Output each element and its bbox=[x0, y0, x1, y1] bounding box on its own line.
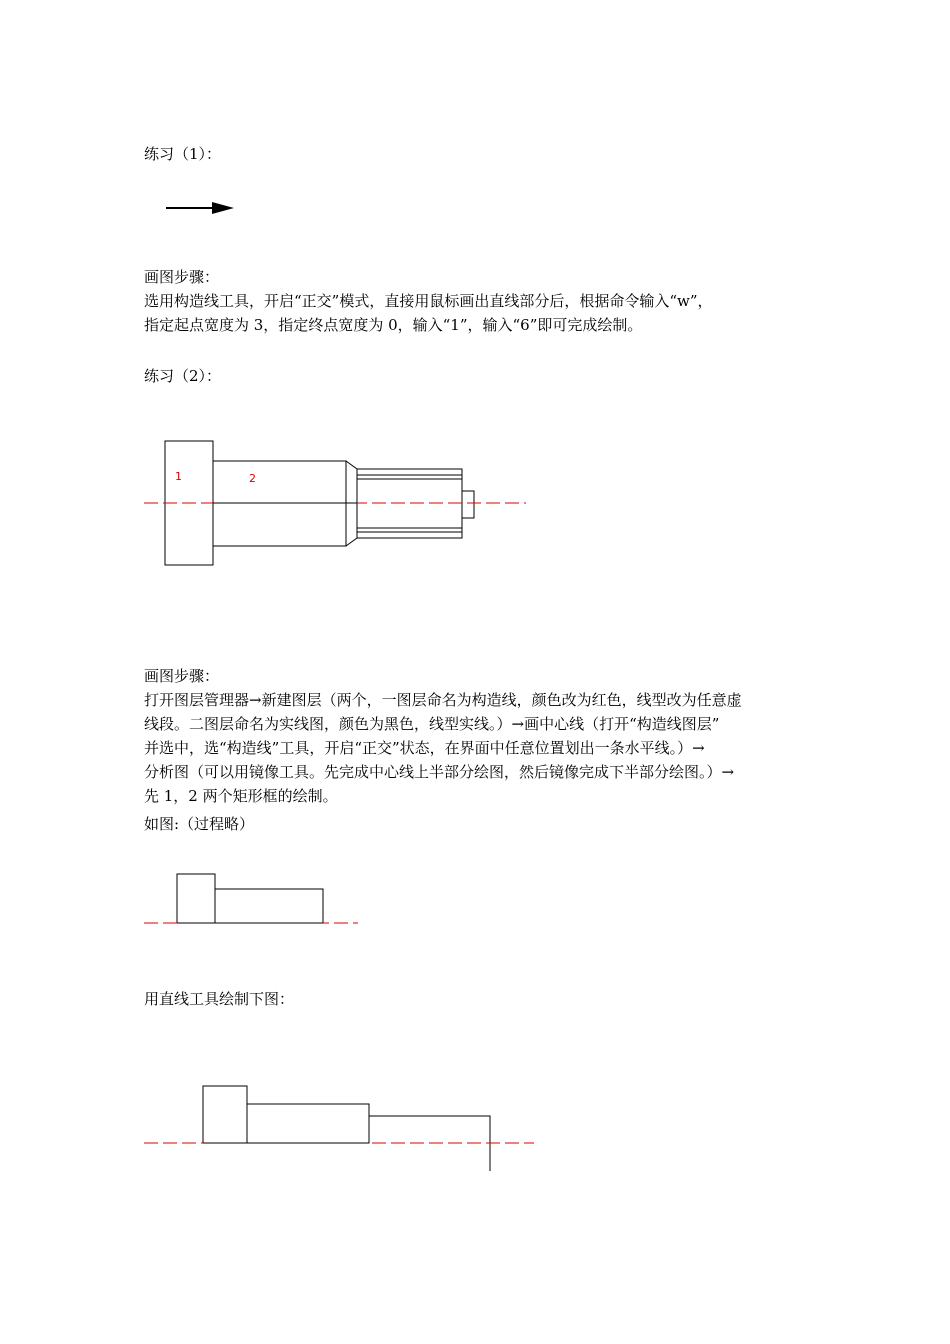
arrow-head bbox=[212, 202, 234, 214]
region-label-2: 2 bbox=[249, 472, 256, 485]
exercise2-step-line: 线段。二图层命名为实线图，颜色为黑色，线型实线。）→画中心线（打开“构造线图层” bbox=[144, 715, 720, 733]
figure2-rect-1 bbox=[203, 1086, 247, 1143]
exercise2-step-line: 分析图（可以用镜像工具。先完成中心线上半部分绘图，然后镜像完成下半部分绘图。）→ bbox=[144, 763, 735, 781]
step-figure-2 bbox=[0, 1080, 540, 1180]
shaft-drawing bbox=[0, 430, 540, 580]
shaft-tip-rect bbox=[462, 491, 474, 518]
figure1-rect-2 bbox=[215, 889, 323, 923]
figure-caption: 如图:（过程略） bbox=[144, 815, 255, 833]
exercise1-steps-heading: 画图步骤： bbox=[144, 268, 220, 286]
exercise2-steps bbox=[144, 688, 816, 808]
exercise1-steps bbox=[144, 289, 816, 337]
line-tool-caption: 用直线工具绘制下图： bbox=[144, 990, 295, 1008]
figure2-rect-2 bbox=[247, 1104, 369, 1143]
step-figure-1 bbox=[0, 868, 370, 932]
exercise1-step-line: 指定起点宽度为 3，指定终点宽度为 0，输入“1”，输入“6”即可完成绘制。 bbox=[144, 316, 643, 334]
exercise2-step-line: 打开图层管理器→新建图层（两个，一图层命名为构造线，颜色改为红色，线型改为任意虚 bbox=[144, 691, 742, 709]
exercise2-step-line: 并选中，选“构造线”工具，开启“正交”状态，在界面中任意位置划出一条水平线。）→ bbox=[144, 739, 705, 757]
exercise2-step-line: 先 1，2 两个矩形框的绘制。 bbox=[144, 787, 338, 805]
region-label-1: 1 bbox=[175, 470, 182, 483]
arrow-figure bbox=[0, 195, 110, 221]
exercise2-steps-heading: 画图步骤： bbox=[144, 667, 220, 685]
figure1-rect-1 bbox=[177, 874, 215, 923]
exercise2-heading: 练习（2）： bbox=[144, 367, 222, 385]
exercise1-heading: 练习（1）： bbox=[144, 145, 222, 163]
exercise1-step-line: 选用构造线工具，开启“正交”模式，直接用鼠标画出直线部分后，根据命令输入“w”， bbox=[144, 292, 713, 310]
